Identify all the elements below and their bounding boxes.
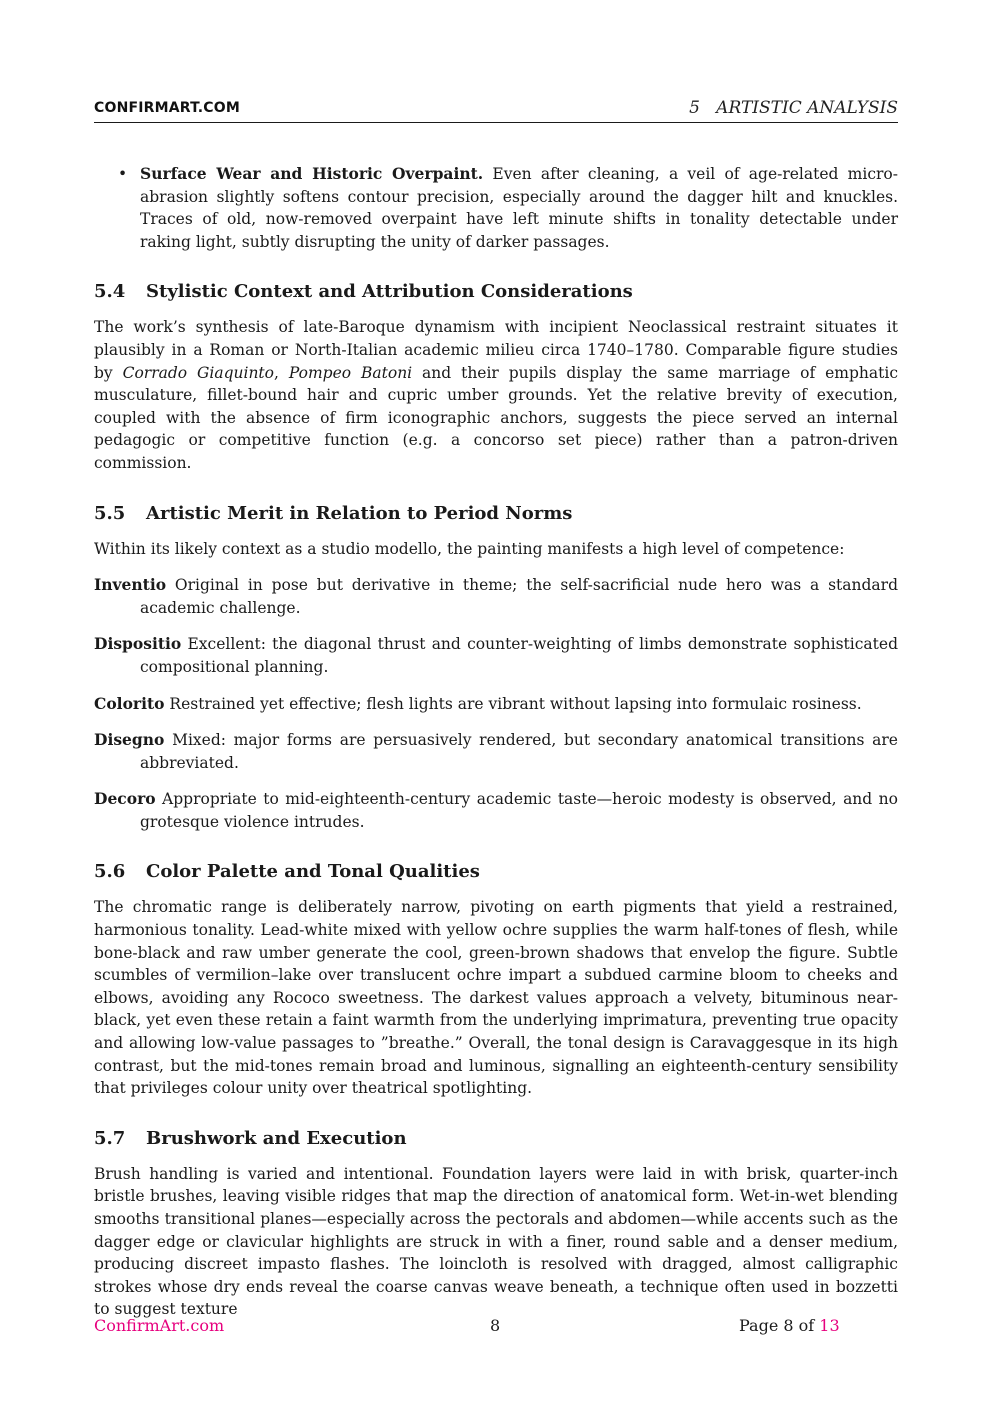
- page-header: [94, 98, 898, 123]
- section-title: Stylistic Context and Attribution Considerations: [146, 281, 633, 303]
- section-heading-5-7: [94, 1127, 898, 1151]
- section-title: Color Palette and Tonal Qualities: [146, 861, 480, 883]
- paragraph-brushwork: Brush handling is varied and intentional. Foundation layers were laid in with brisk, quarter-inch bristle brushes, leaving visible ridges that map the direction of anatomical form. Wet-in-wet blending smooths transitional planes—especially across the pectorals and abdomen—while accents such as the dagger edge or clavicular highlights are struck in with a finer, round sable and a denser medium, producing discreet impasto flashes. The loincloth is resolved with dragged, almost calligraphic strokes whose dry ends reveal the coarse canvas weave beneath, a technique often used in bozzetti to suggest texture: [94, 1164, 898, 1319]
- section-number: 5.7: [94, 1127, 126, 1149]
- term: Disegno: [94, 730, 165, 750]
- term: Dispositio: [94, 634, 182, 654]
- paragraph-color-palette: The chromatic range is deliberately narrow, pivoting on earth pigments that yield a restrained, harmonious tonality. Lead-white mixed with yellow ochre supplies the warm half-tones of flesh, while bone-black and raw umber generate the cool, green-brown shadows that envelop the figure. Subtle scumbles of vermilion–lake over translucent ochre impart a subdued carmine bloom to cheeks and elbows, avoiding any Rococo sweetness. The darkest values approach a velvety, bituminous near-black, yet even these retain a faint warmth from the underlying imprimatura, preventing true opacity and allowing low-value passages to ”breathe.” Overall, the tonal design is Caravaggesque in its high contrast, but the mid-tones remain broad and luminous, signalling an eighteenth-century sensibility that privileges colour unity over theatrical spotlighting.: [94, 898, 898, 1098]
- description-item: [94, 788, 898, 833]
- list-item: [94, 163, 898, 253]
- page-footer: [94, 1316, 898, 1340]
- section-heading-5-4: [94, 280, 898, 304]
- definition: Mixed: major forms are persuasively rendered, but secondary anatomical transitions are abbreviated.: [140, 731, 898, 772]
- site-logo: CONFIRMART.COM: [94, 100, 241, 116]
- artist-name: Corrado Giaquinto: [122, 363, 274, 382]
- footer-site-link[interactable]: ConfirmArt.com: [94, 1316, 225, 1335]
- definition: Appropriate to mid-eighteenth-century academic taste—heroic modesty is observed, and no grotesque violence intrudes.: [140, 790, 898, 831]
- section-number: 5.4: [94, 281, 126, 303]
- definition: Excellent: the diagonal thrust and counter-weighting of limbs demonstrate sophisticated compositional planning.: [140, 635, 898, 676]
- artist-name: Pompeo Batoni: [288, 363, 413, 382]
- description-item: [94, 729, 898, 774]
- bullet-title: Surface Wear and Historic Overpaint.: [140, 164, 484, 183]
- term: Inventio: [94, 575, 167, 595]
- total-pages-link[interactable]: 13: [819, 1316, 840, 1335]
- section-heading-5-6: [94, 860, 898, 884]
- page-body: [94, 163, 898, 1321]
- definition: Restrained yet effective; flesh lights are vibrant without lapsing into formulaic rosiness.: [164, 694, 862, 713]
- bullet-text: Even after cleaning, a veil of age-related micro-abrasion slightly softens contour precision, especially around the dagger hilt and knuckles. Traces of old, now-removed overpaint have left minute shifts in tonality detectable under raking light, subtly disrupting the unity of darker passages.: [140, 165, 898, 251]
- section-title: Brushwork and Execution: [146, 1127, 407, 1149]
- definition: Original in pose but derivative in theme; the self-sacrificial nude hero was a standard academic challenge.: [140, 576, 898, 617]
- term: Colorito: [94, 693, 165, 713]
- section-heading-5-5: [94, 502, 898, 526]
- footer-page-number: 8: [490, 1316, 501, 1335]
- bullet-icon: •: [118, 165, 128, 183]
- description-item: [94, 633, 898, 678]
- paragraph-stylistic-context: [94, 316, 898, 474]
- bullet-list: [94, 163, 898, 253]
- term: Decoro: [94, 789, 156, 809]
- paragraph-text: The work’s synthesis of late-Baroque dynamism with incipient Neoclassical restraint situates it plausibly in a Roman or North-Italian academic milieu circa 1740–1780. Comparable figure studies by: [94, 318, 898, 382]
- paragraph-text: and their pupils display the same marriage of emphatic musculature, fillet-bound hair and cupric umber grounds. Yet the relative brevity of execution, coupled with the absence of firm iconographic anchors, suggests the piece served an internal pedagogic or competitive function (e.g. a concorso set piece) rather than a patron-driven commission.: [94, 363, 899, 472]
- page-prefix: Page 8 of: [739, 1316, 820, 1335]
- section-number: 5.5: [94, 502, 126, 524]
- separator: ,: [274, 363, 289, 382]
- description-item: [94, 693, 898, 716]
- section-title: Artistic Merit in Relation to Period Norms: [146, 502, 573, 524]
- description-list: [94, 574, 898, 833]
- section-number: 5.6: [94, 861, 126, 883]
- description-item: [94, 574, 898, 619]
- footer-page-count: [739, 1316, 840, 1335]
- paragraph-intro: Within its likely context as a studio modello, the painting manifests a high level of competence:: [94, 539, 845, 558]
- running-section-title: 5 ARTISTIC ANALYSIS: [689, 98, 898, 118]
